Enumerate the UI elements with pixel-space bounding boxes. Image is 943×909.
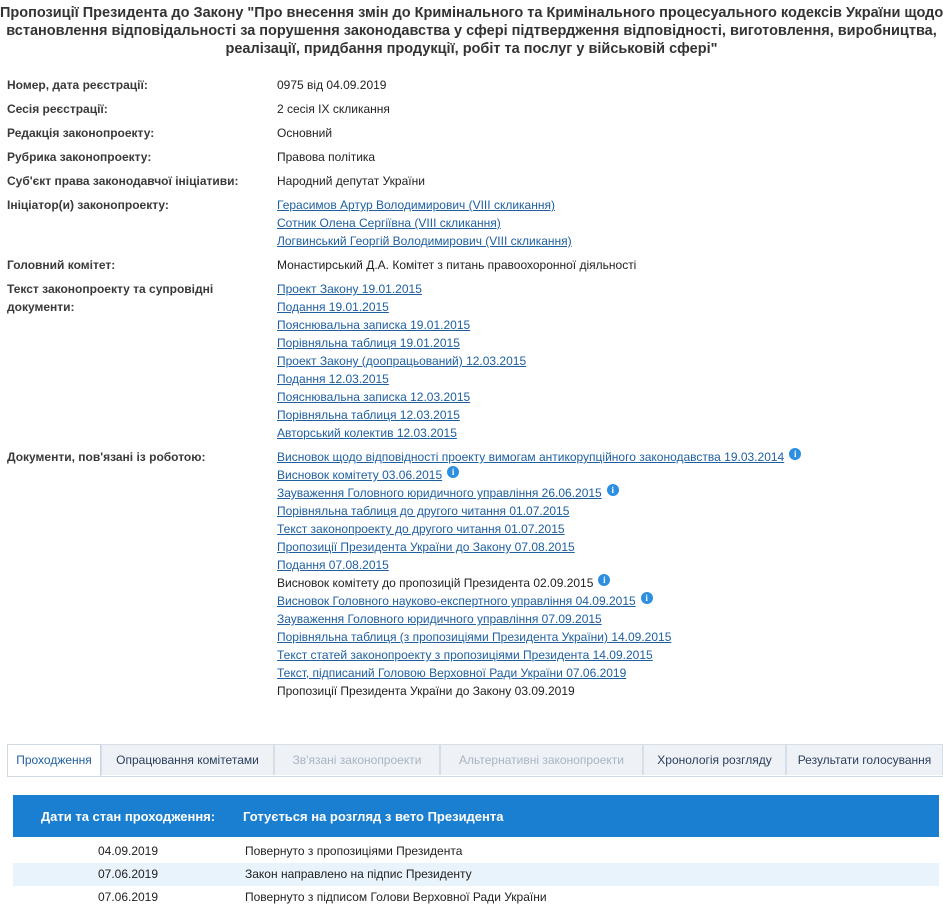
related-document-link[interactable]: Висновок комітету 03.06.2015: [277, 468, 443, 482]
field-value: Основний: [277, 126, 333, 140]
field-value: Правова політика: [277, 150, 376, 164]
page-title: [0, 4, 943, 58]
related-document-link[interactable]: Порівняльна таблиця до другого читання 01.07.2015: [277, 504, 570, 518]
info-icon[interactable]: i: [447, 466, 459, 478]
field-label-line: документи:: [7, 300, 75, 314]
field-label: Номер, дата реєстрації:: [7, 78, 148, 92]
field-label: Ініціатор(и) законопроекту:: [7, 198, 169, 212]
field-label: Документи, пов'язані із роботою:: [7, 450, 206, 464]
tab-chronology[interactable]: Хронологія розгляду: [643, 744, 786, 775]
tab-linked-bills: Зв'язані законопроекти: [274, 744, 440, 775]
tab-alternative-bills: Альтернативні законопроекти: [440, 744, 643, 775]
field-value: 2 сесія IX скликання: [277, 102, 390, 116]
related-document-link[interactable]: Текст, підписаний Головою Верховної Ради України 07.06.2019: [277, 666, 627, 680]
info-row-subject: [7, 172, 937, 190]
tab-committees[interactable]: Опрацювання комітетами: [101, 744, 274, 775]
document-link[interactable]: Авторський колектив 12.03.2015: [277, 426, 457, 440]
related-item: [277, 466, 801, 484]
title-line: реалізації, придбання продукції, робіт та послуг у військовій сфері": [225, 41, 718, 57]
info-row-reg-number: [7, 76, 937, 94]
document-link[interactable]: Проект Закону 19.01.2015: [277, 282, 422, 296]
tab-progress[interactable]: Проходження: [7, 744, 101, 776]
field-value: 0975 від 04.09.2019: [277, 78, 387, 92]
tabs-bar: [7, 744, 943, 777]
info-row-edition: [7, 124, 937, 142]
related-document-link[interactable]: Висновок Головного науково-експертного управління 04.09.2015: [277, 594, 636, 608]
history-date: 07.06.2019: [97, 867, 159, 881]
initiator-link[interactable]: Герасимов Артур Володимирович (VIII скликання): [277, 198, 555, 212]
related-document-link[interactable]: Зауваження Головного юридичного управління 07.09.2015: [277, 612, 602, 626]
history-text: Повернуто з підписом Голови Верховної Ради України: [245, 890, 547, 904]
table-row: [13, 886, 939, 909]
field-value: Народний депутат України: [277, 174, 425, 188]
field-value: Монастирський Д.А. Комітет з питань правоохоронної діяльності: [277, 258, 637, 272]
info-row-committee: [7, 256, 937, 274]
tab-voting-results[interactable]: Результати голосування: [786, 744, 943, 775]
info-row-related: [7, 448, 937, 700]
related-item: [277, 448, 801, 466]
history-text: Закон направлено на підпис Президенту: [245, 867, 472, 881]
related-document-text: Пропозиції Президента України до Закону 03.09.2019: [277, 684, 575, 698]
related-document-link[interactable]: Зауваження Головного юридичного управління 26.06.2015: [277, 486, 602, 500]
info-icon[interactable]: i: [641, 592, 653, 604]
history-text: Повернуто з пропозиціями Президента: [245, 844, 463, 858]
table-row: [13, 840, 939, 863]
related-document-text: Висновок комітету до пропозицій Президента 02.09.2015: [277, 576, 594, 590]
related-document-link[interactable]: Текст статей законопроекту з пропозиціями Президента 14.09.2015: [277, 648, 653, 662]
info-row-texts: [7, 280, 937, 442]
related-item: [277, 484, 801, 502]
document-link[interactable]: Подання 12.03.2015: [277, 372, 389, 386]
related-document-link[interactable]: Текст законопроекту до другого читання 01.07.2015: [277, 522, 565, 536]
table-row: [13, 863, 939, 886]
texts-list: [277, 280, 526, 442]
info-icon[interactable]: i: [607, 484, 619, 496]
related-document-link[interactable]: Висновок щодо відповідності проекту вимогам антикорупційного законодавства 19.03.2014: [277, 450, 785, 464]
related-list: [277, 448, 801, 700]
status-header: [13, 795, 939, 837]
document-link[interactable]: Пояснювальна записка 19.01.2015: [277, 318, 471, 332]
field-label: Головний комітет:: [7, 258, 116, 272]
field-label: Суб'єкт права законодавчої ініціативи:: [7, 174, 239, 188]
title-line: встановлення відповідальності за порушення законодавства у сфері підтвердження відповідності, виготовлення, виробництва,: [6, 23, 937, 39]
related-document-link[interactable]: Пропозиції Президента України до Закону 07.08.2015: [277, 540, 575, 554]
status-label: Дати та стан проходження:: [40, 808, 216, 824]
document-link[interactable]: Подання 19.01.2015: [277, 300, 389, 314]
info-row-initiators: [7, 196, 937, 250]
related-item: [277, 592, 801, 610]
field-label-line: Текст законопроекту та супровідні: [7, 282, 214, 296]
field-label: Рубрика законопроекту:: [7, 150, 152, 164]
field-label: Редакція законопроекту:: [7, 126, 155, 140]
info-row-session: [7, 100, 937, 118]
document-link[interactable]: Проект Закону (доопрацьований) 12.03.2015: [277, 354, 527, 368]
related-item: [277, 574, 801, 592]
document-link[interactable]: Порівняльна таблиця 12.03.2015: [277, 408, 460, 422]
info-icon[interactable]: i: [598, 574, 610, 586]
initiators-list: [277, 196, 572, 250]
info-icon[interactable]: i: [789, 448, 801, 460]
related-document-link[interactable]: Порівняльна таблиця (з пропозиціями Президента України) 14.09.2015: [277, 630, 672, 644]
title-line: Пропозиції Президента до Закону "Про внесення змін до Кримінального та Кримінального процесуального кодексів України щодо: [0, 5, 943, 21]
document-link[interactable]: Порівняльна таблиця 19.01.2015: [277, 336, 460, 350]
related-document-link[interactable]: Подання 07.08.2015: [277, 558, 389, 572]
history-date: 07.06.2019: [97, 890, 159, 904]
status-value: Готується на розгляд з вето Президента: [243, 808, 504, 824]
history-table: [13, 840, 939, 909]
field-label: [7, 280, 277, 442]
initiator-link[interactable]: Сотник Олена Сергіївна (VIII скликання): [277, 216, 501, 230]
history-date: 04.09.2019: [97, 844, 159, 858]
initiator-link[interactable]: Логвинський Георгій Володимирович (VIII скликання): [277, 234, 572, 248]
document-link[interactable]: Пояснювальна записка 12.03.2015: [277, 390, 471, 404]
bill-info: [7, 76, 937, 706]
info-row-rubric: [7, 148, 937, 166]
field-label: Сесія реєстрації:: [7, 102, 108, 116]
